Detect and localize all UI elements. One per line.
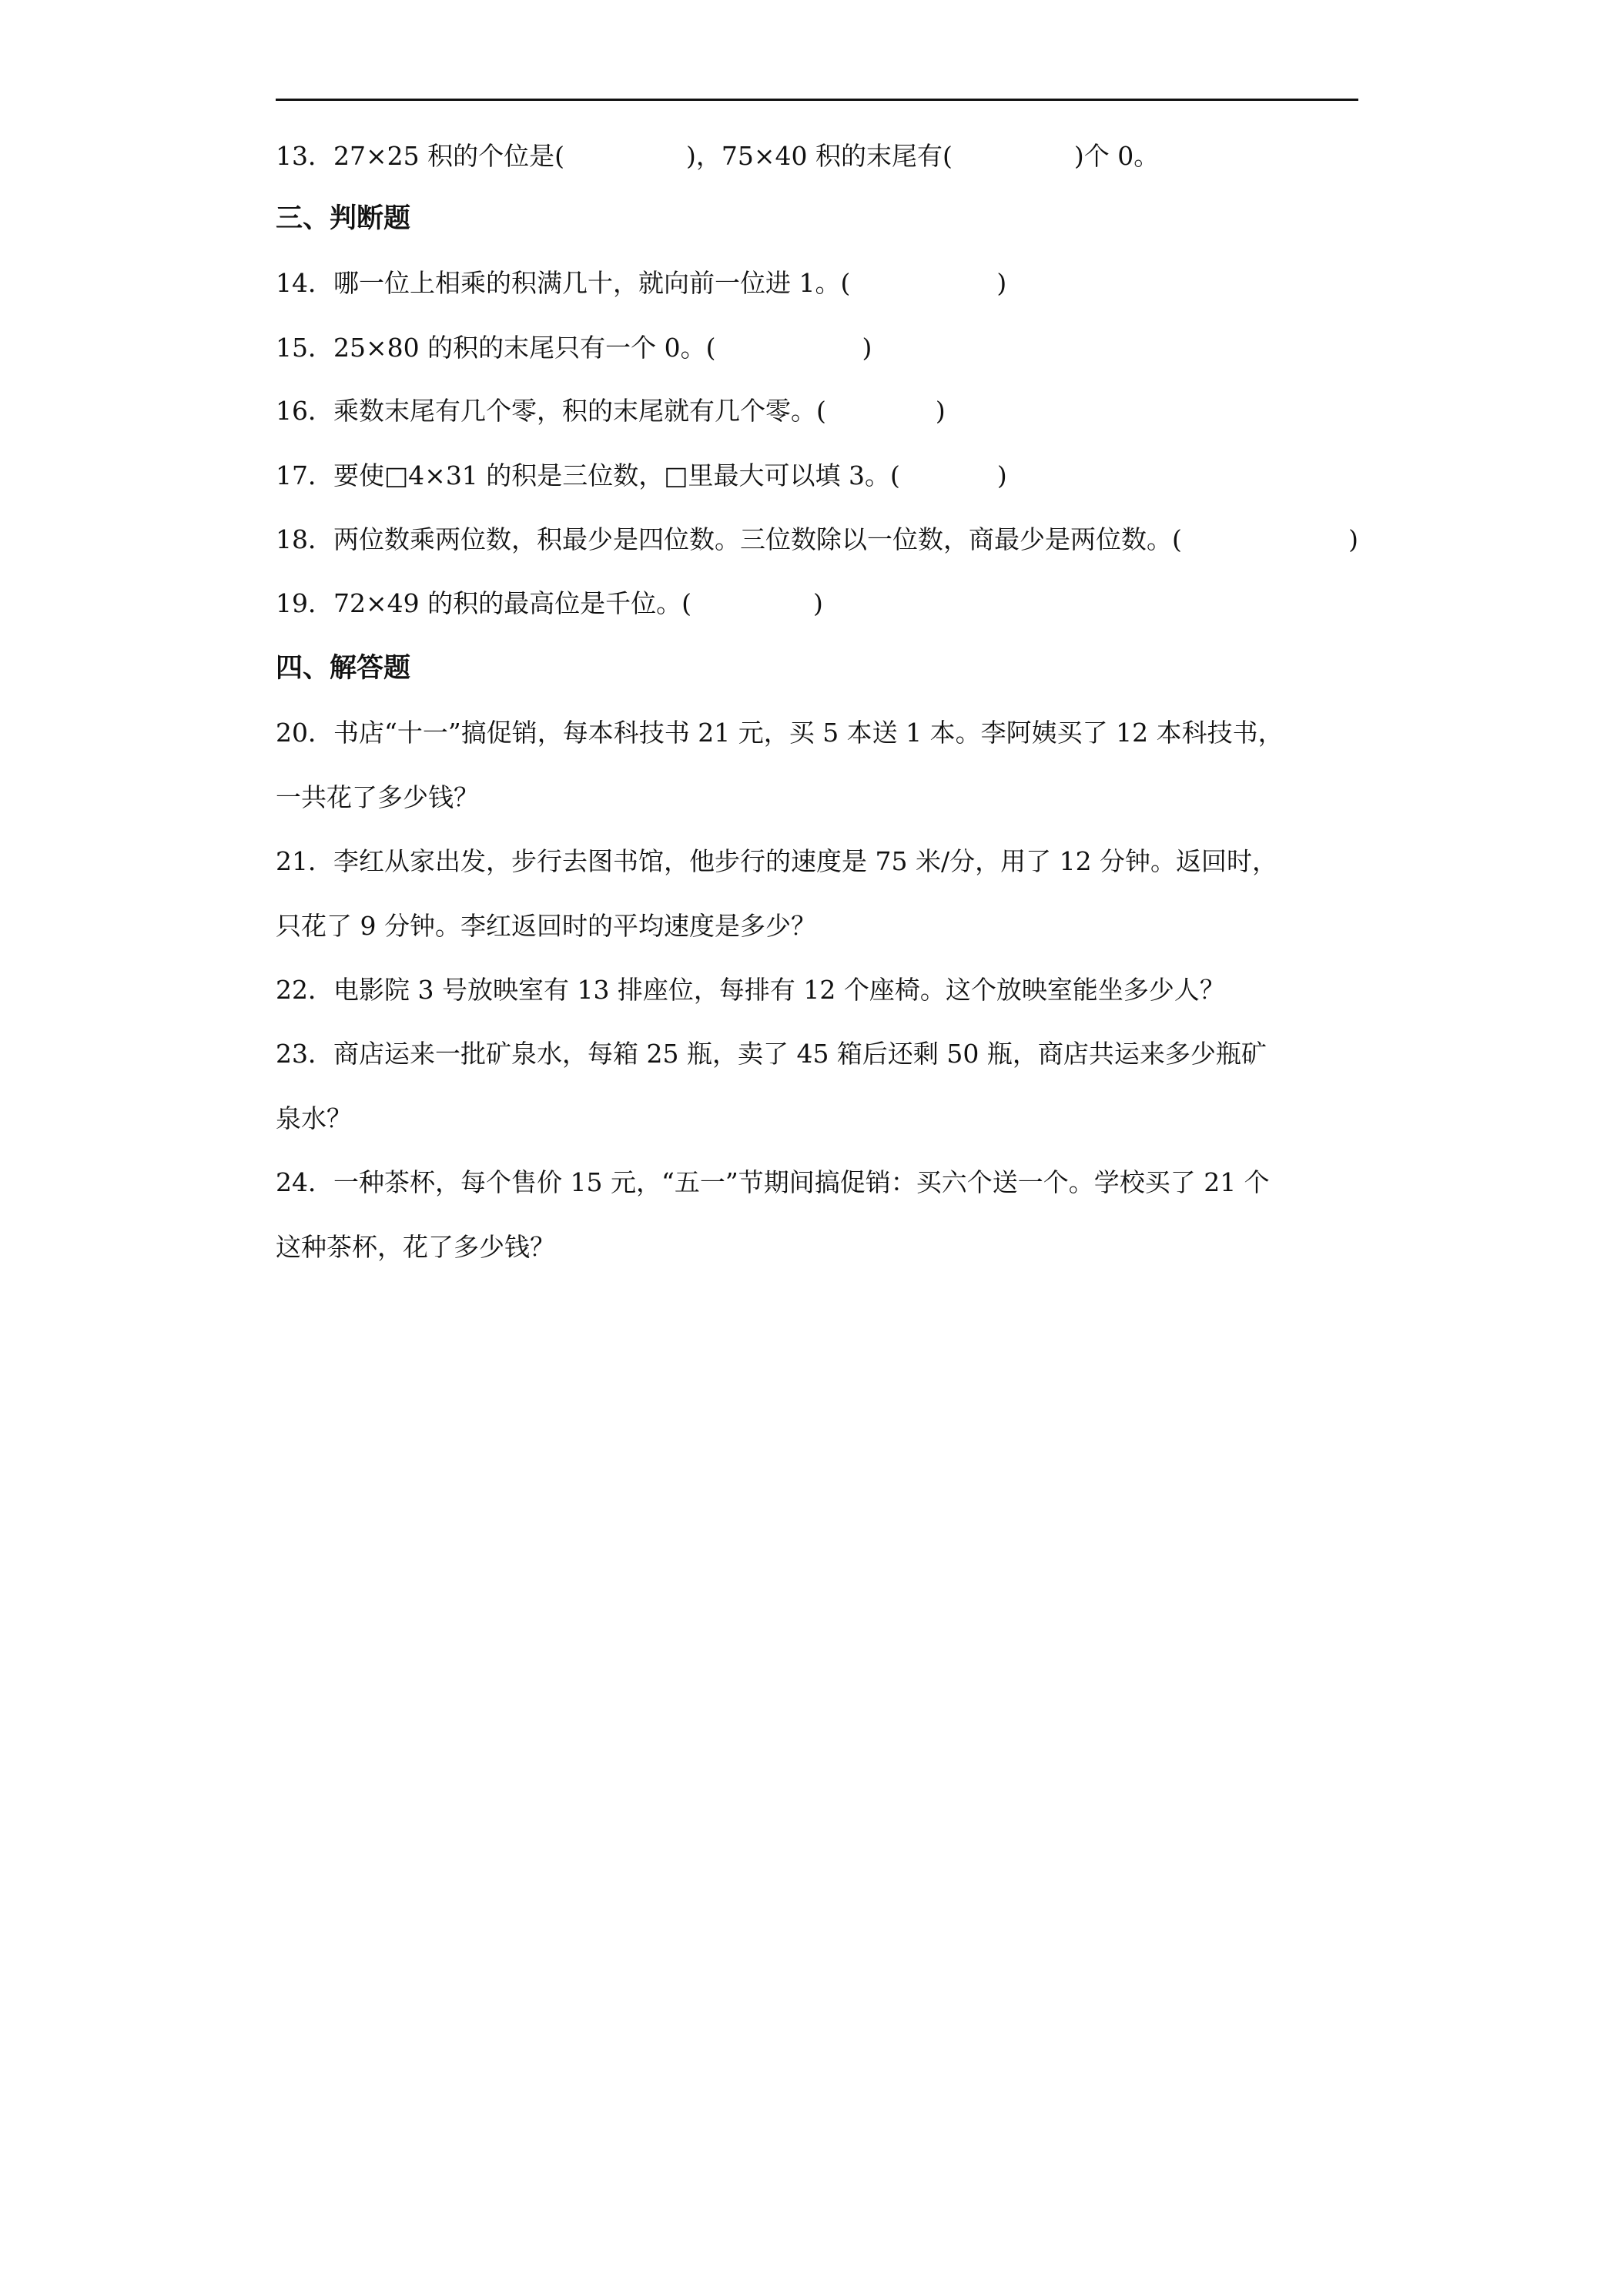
question-23-line-1: 23．商店运来一批矿泉水，每箱 25 瓶，卖了 45 箱后还剩 50 瓶，商店共运来多少瓶矿: [276, 1039, 1267, 1069]
question-21-line-1: 21．李红从家出发，步行去图书馆，他步行的速度是 75 米/分，用了 12 分钟。返回时，: [276, 846, 1278, 876]
question-16-close: ): [935, 396, 946, 426]
question-14-close: ): [996, 268, 1007, 298]
question-15: [276, 331, 872, 365]
question-22-line-1: 22．电影院 3 号放映室有 13 排座位，每排有 12 个座椅。这个放映室能坐多少人？: [276, 975, 1225, 1005]
question-19-text: 19．72×49 的积的最高位是千位。(: [276, 588, 691, 618]
question-23-line-2: 泉水？: [276, 1103, 352, 1133]
question-19: [276, 587, 823, 621]
question-15-text: 15．25×80 的积的末尾只有一个 0。(: [276, 333, 716, 363]
question-13-part-b: )，75×40 积的末尾有(: [686, 141, 953, 171]
question-13: [276, 139, 1159, 173]
question-16: [276, 394, 946, 428]
section-heading-judgement: 三、判断题: [276, 203, 411, 234]
question-17-text: 17．要使□4×31 的积是三位数，□里最大可以填 3。(: [276, 460, 900, 490]
question-13-part-c: )个 0。: [1073, 141, 1160, 171]
header-rule: [276, 99, 1358, 101]
question-17: [276, 459, 1007, 493]
question-21-line-2: 只花了 9 分钟。李红返回时的平均速度是多少？: [276, 911, 816, 941]
question-14-text: 14．哪一位上相乘的积满几十，就向前一位进 1。(: [276, 268, 851, 298]
question-20-line-2: 一共花了多少钱？: [276, 782, 479, 812]
question-18-close: ): [1348, 524, 1358, 554]
question-13-part-a: 13．27×25 积的个位是(: [276, 141, 564, 171]
question-18: [276, 523, 1358, 557]
section-heading-answer: 四、解答题: [276, 653, 411, 684]
question-24-line-1: 24．一种茶杯，每个售价 15 元，“五一”节期间搞促销：买六个送一个。学校买了 21 个: [276, 1167, 1270, 1197]
question-20-line-1: 20．书店“十一”搞促销，每本科技书 21 元，买 5 本送 1 本。李阿姨买了 12 本科技书，: [276, 718, 1284, 748]
question-16-text: 16．乘数末尾有几个零，积的末尾就有几个零。(: [276, 396, 826, 426]
question-19-close: ): [813, 588, 823, 618]
question-17-close: ): [996, 460, 1007, 490]
question-14: [276, 266, 1006, 300]
question-15-close: ): [862, 333, 872, 363]
question-24-line-2: 这种茶杯，花了多少钱？: [276, 1232, 555, 1262]
question-18-text: 18．两位数乘两位数，积最少是四位数。三位数除以一位数，商最少是两位数。(: [276, 524, 1182, 554]
